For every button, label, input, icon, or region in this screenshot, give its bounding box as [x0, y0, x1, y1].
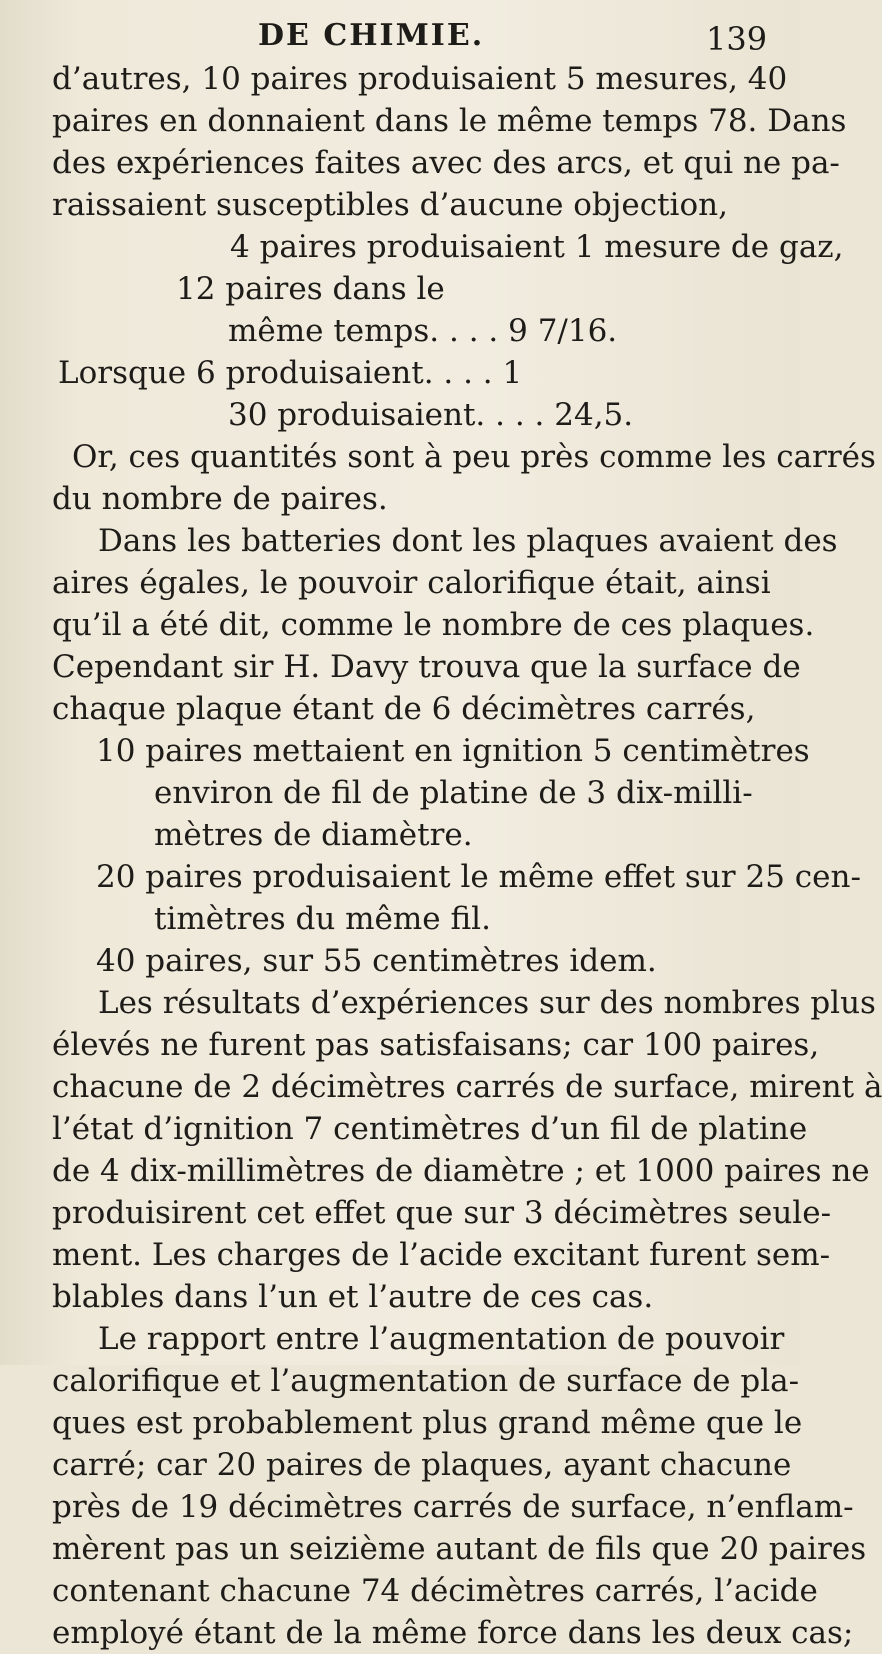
list-line: timètres du même fil. [154, 901, 491, 937]
text-line: paires en donnaient dans le même temps 78. Dans [52, 103, 847, 139]
page-header [0, 8, 800, 58]
table-line: Lorsque 6 produisaient. . . . 1 [58, 355, 523, 391]
list-line: 20 paires produisaient le même effet sur 25 cen- [96, 859, 861, 895]
running-head: DE CHIMIE. [258, 18, 485, 53]
text-line: raissaient susceptibles d’aucune objection, [52, 187, 728, 223]
text-line: chacune de 2 décimètres carrés de surface, mirent à [52, 1069, 882, 1105]
text-line: ques est probablement plus grand même que le [52, 1405, 803, 1441]
text-line: contenant chacune 74 décimètres carrés, l’acide [52, 1573, 818, 1609]
text-line: d’autres, 10 paires produisaient 5 mesures, 40 [52, 61, 788, 97]
text-line: Or, ces quantités sont à peu près comme les carrés [72, 439, 876, 475]
table-line: 4 paires produisaient 1 mesure de gaz, [230, 229, 844, 265]
text-line: produisirent cet effet que sur 3 décimètres seule- [52, 1195, 832, 1231]
table-line: même temps. . . . 9 7/16. [228, 313, 618, 349]
text-line: calorifique et l’augmentation de surface de pla- [52, 1363, 800, 1399]
table-line: 12 paires dans le [176, 271, 445, 307]
text-line: de 4 dix-millimètres de diamètre ; et 1000 paires ne [52, 1153, 870, 1189]
list-line: environ de fil de platine de 3 dix-milli- [154, 775, 753, 811]
text-line: Le rapport entre l’augmentation de pouvoir [98, 1321, 785, 1357]
list-line: mètres de diamètre. [154, 817, 473, 853]
text-line: carré; car 20 paires de plaques, ayant chacune [52, 1447, 792, 1483]
text-line: chaque plaque étant de 6 décimètres carrés, [52, 691, 756, 727]
text-line: du nombre de paires. [52, 481, 388, 517]
text-line: employé étant de la même force dans les deux cas; [52, 1615, 854, 1651]
text-line: élevés ne furent pas satisfaisans; car 100 paires, [52, 1027, 820, 1063]
page-number: 139 [706, 20, 768, 58]
text-line: des expériences faites avec des arcs, et qui ne pa- [52, 145, 840, 181]
text-line: blables dans l’un et l’autre de ces cas. [52, 1279, 654, 1315]
text-line: aires égales, le pouvoir calorifique était, ainsi [52, 565, 771, 601]
text-line: Dans les batteries dont les plaques avaient des [98, 523, 838, 559]
body-text [52, 58, 882, 1654]
list-line: 40 paires, sur 55 centimètres idem. [96, 943, 657, 979]
text-line: qu’il a été dit, comme le nombre de ces plaques. [52, 607, 815, 643]
text-line: l’état d’ignition 7 centimètres d’un fil de platine [52, 1111, 808, 1147]
list-line: 10 paires mettaient en ignition 5 centimètres [96, 733, 810, 769]
table-line: 30 produisaient. . . . 24,5. [228, 397, 634, 433]
text-line: mèrent pas un seizième autant de fils que 20 paires [52, 1531, 867, 1567]
text-line: Les résultats d’expériences sur des nombres plus [98, 985, 876, 1021]
text-line: ment. Les charges de l’acide excitant furent sem- [52, 1237, 831, 1273]
text-line: Cependant sir H. Davy trouva que la surface de [52, 649, 801, 685]
text-line: près de 19 décimètres carrés de surface, n’enflam- [52, 1489, 854, 1525]
